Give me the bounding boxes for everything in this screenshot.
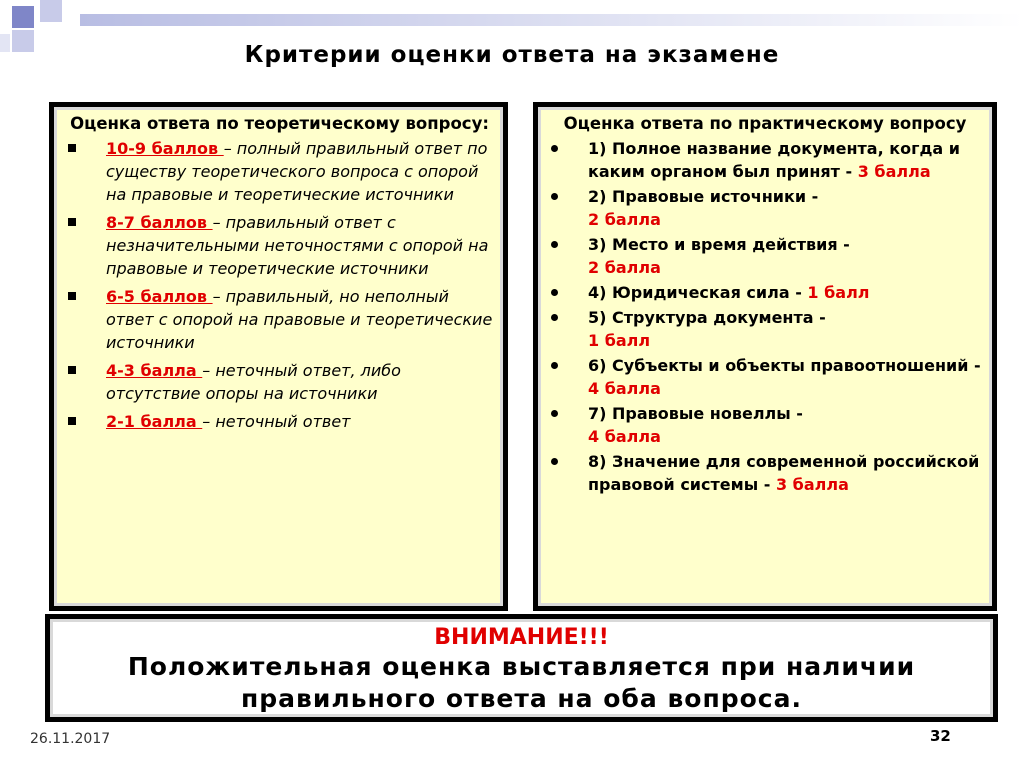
slide-date: 26.11.2017 [30,731,111,747]
list-item [548,185,982,231]
criterion-points: 2 балла [588,258,661,277]
criterion-text: 3) Место и время действия - [588,235,850,254]
score-description: – неточный ответ [202,412,351,431]
notice-heading: ВНИМАНИЕ!!! [434,625,609,650]
score-description: – неточный ответ, либо отсутствие опоры на источники [106,361,401,403]
criterion-text: 1) Полное название документа, когда и каким органом был принят - [588,139,960,181]
criterion-points: 2 балла [588,210,661,229]
criterion-points: 1 балл [807,283,870,302]
criterion-text: 4) Юридическая сила - [588,283,808,302]
round-bullet-icon [551,314,558,321]
practice-header: Оценка ответа по практическому вопросу [563,114,967,133]
square-bullet-icon [68,292,76,300]
square-bullet-icon [68,144,76,152]
score-range: 6-5 баллов [106,287,213,306]
list-item [548,306,982,352]
notice-text: Положительная оценка выставляется при наличии правильного ответа на оба вопроса. [127,652,916,713]
practice-panel [533,102,997,611]
round-bullet-icon [551,410,558,417]
slide-title: Критерии оценки ответа на экзамене [244,42,780,68]
round-bullet-icon [551,289,558,296]
round-bullet-icon [551,145,558,152]
criterion-text: 7) Правовые новеллы - [588,404,803,423]
list-item [548,450,982,496]
list-item [548,281,982,304]
score-range: 2-1 балла [106,412,203,431]
list-item [66,359,493,405]
square-bullet-icon [68,366,76,374]
criterion-points: 4 балла [588,427,661,446]
list-item [548,354,982,400]
round-bullet-icon [551,241,558,248]
list-item [66,211,493,280]
criterion-points: 3 балла [857,162,931,181]
criterion-text: 5) Структура документа - [588,308,826,327]
top-gradient-bar [80,14,1024,26]
criterion-text: 6) Субъекты и объекты правоотношений - [588,356,981,375]
score-range: 4-3 балла [106,361,203,380]
criterion-points: 3 балла [775,475,849,494]
square-bullet-icon [68,218,76,226]
square-bullet-icon [68,417,76,425]
criterion-points: 4 балла [588,379,661,398]
list-item [548,402,982,448]
page-number: 32 [930,727,951,745]
attention-notice [45,614,998,722]
list-item [66,285,493,354]
round-bullet-icon [551,362,558,369]
criterion-text: 2) Правовые источники - [588,187,819,206]
list-item [548,137,982,183]
round-bullet-icon [551,458,558,465]
score-range: 8-7 баллов [106,213,213,232]
theory-list [66,137,493,433]
criterion-points: 1 балл [588,331,651,350]
score-description: – правильный, но неполный ответ с опорой на правовые и теоретические источники [106,287,493,352]
criterion-text: 8) Значение для современной российской правовой системы - [588,452,980,494]
theory-panel [49,102,508,611]
score-description: – полный правильный ответ по существу теоретического вопроса с опорой на правовые и теоретические источники [106,139,488,204]
list-item [66,137,493,206]
theory-header: Оценка ответа по теоретическому вопросу: [70,114,489,133]
score-description: – правильный ответ с незначительными неточностями с опорой на правовые и теоретические источники [106,213,489,278]
round-bullet-icon [551,193,558,200]
practice-list [548,137,982,496]
score-range: 10-9 баллов [106,139,224,158]
list-item [548,233,982,279]
list-item [66,410,493,433]
